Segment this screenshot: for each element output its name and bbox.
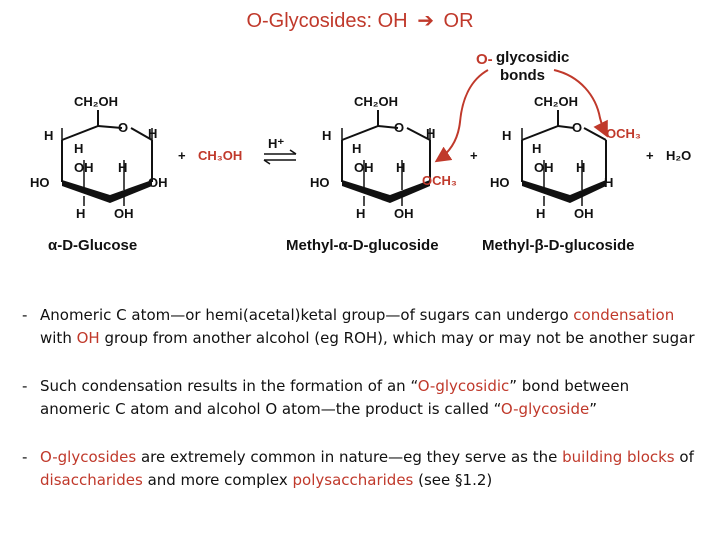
m3-h: H [536, 206, 546, 221]
m2-oh: OH [394, 206, 414, 221]
bullet-text: with [40, 329, 77, 347]
bullet-dash: - [22, 306, 28, 324]
methyl-alpha-glucoside-structure [342, 110, 430, 206]
m1-h: H [148, 126, 158, 141]
caption-methyl-beta-glucoside: Methyl-β-D-glucoside [482, 237, 635, 254]
equilibrium-arrows-icon [264, 150, 296, 164]
bullet-item [22, 375, 702, 421]
m1-oh: OH [114, 206, 134, 221]
m1-ch2oh: CH₂OH [74, 94, 119, 109]
bullet-text: are extremely common in nature—eg they serve as the [136, 448, 563, 466]
plus-sign: + [470, 148, 478, 163]
m2-ho: HO [310, 175, 330, 190]
methanol-label: CH₃OH [198, 148, 243, 163]
m2-h: H [352, 141, 362, 156]
glycosidic-label-o: O- [476, 51, 493, 68]
m3-ring-o: O [572, 120, 583, 135]
bullet-text: (see §1.2) [413, 471, 493, 489]
m3-oh: OH [534, 160, 554, 175]
m1-oh: OH [148, 175, 168, 190]
bullet-text: Anomeric C atom—or hemi(acetal)ketal group—of sugars can undergo [40, 306, 574, 324]
arrow-right-icon: ➔ [417, 10, 434, 32]
m3-h: H [604, 175, 614, 190]
m2-oh: OH [354, 160, 374, 175]
caption-methyl-alpha-glucoside: Methyl-α-D-glucoside [286, 237, 439, 254]
m3-oh: OH [574, 206, 594, 221]
m3-h: H [576, 160, 586, 175]
m1-h: H [76, 206, 86, 221]
plus-sign: + [178, 148, 186, 163]
m1-h: H [44, 128, 54, 143]
m2-och3: OCH₃ [422, 173, 457, 188]
m1-oh: OH [74, 160, 94, 175]
bullet-dash: - [22, 448, 28, 466]
bullet-text: and more complex [142, 471, 293, 489]
caption-alpha-glucose: α-D-Glucose [48, 237, 138, 254]
bullet-text: Such condensation results in the formation of an “ [40, 377, 418, 395]
m3-h: H [502, 128, 512, 143]
m2-h: H [396, 160, 406, 175]
bullet-highlight: O-glycosidic [417, 377, 510, 395]
m2-h: H [356, 206, 366, 221]
bullet-dash: - [22, 377, 28, 395]
bullet-text: ” bond between anomeric C atom and alcohol O atom—the product is called “ [40, 377, 630, 418]
bullet-highlight: O-glycoside [500, 400, 590, 418]
methyl-beta-glucoside-structure [522, 110, 606, 206]
title-left: O-Glycosides: OH [246, 10, 408, 32]
m2-ring-o: O [394, 120, 405, 135]
bullet-item [22, 304, 702, 350]
bullet-highlight: O-glycosides [40, 448, 137, 466]
bullet-highlight: building blocks [562, 448, 675, 466]
bullet-list [22, 304, 702, 517]
plus-sign: + [646, 148, 654, 163]
bullet-highlight: condensation [573, 306, 675, 324]
bullet-text: ” [589, 400, 598, 418]
m1-ring-o: O [118, 120, 129, 135]
m2-h: H [322, 128, 332, 143]
glycosidic-label-line1: glycosidic [496, 49, 570, 66]
glycosidic-arrow-left [438, 70, 488, 160]
m3-ho: HO [490, 175, 510, 190]
m3-och3: OCH₃ [606, 126, 641, 141]
bullet-highlight: OH [76, 329, 100, 347]
m1-h: H [74, 141, 84, 156]
m2-ch2oh: CH₂OH [354, 94, 399, 109]
bullet-highlight: polysaccharides [292, 471, 414, 489]
glycosidic-label-line2: bonds [500, 67, 545, 84]
bullet-item [22, 446, 702, 492]
m3-h: H [532, 141, 542, 156]
m1-ho: HO [30, 175, 50, 190]
bullet-highlight: disaccharides [40, 471, 143, 489]
bullet-text: of [674, 448, 694, 466]
alpha-glucose-structure [62, 110, 152, 206]
title-right: OR [443, 10, 474, 32]
water-label: H₂O [666, 148, 692, 163]
acid-catalyst-label: H⁺ [268, 136, 285, 151]
m1-h: H [118, 160, 128, 175]
bullet-text: group from another alcohol (eg ROH), which may or may not be another sugar [99, 329, 695, 347]
m2-h: H [426, 126, 436, 141]
m3-ch2oh: CH₂OH [534, 94, 579, 109]
